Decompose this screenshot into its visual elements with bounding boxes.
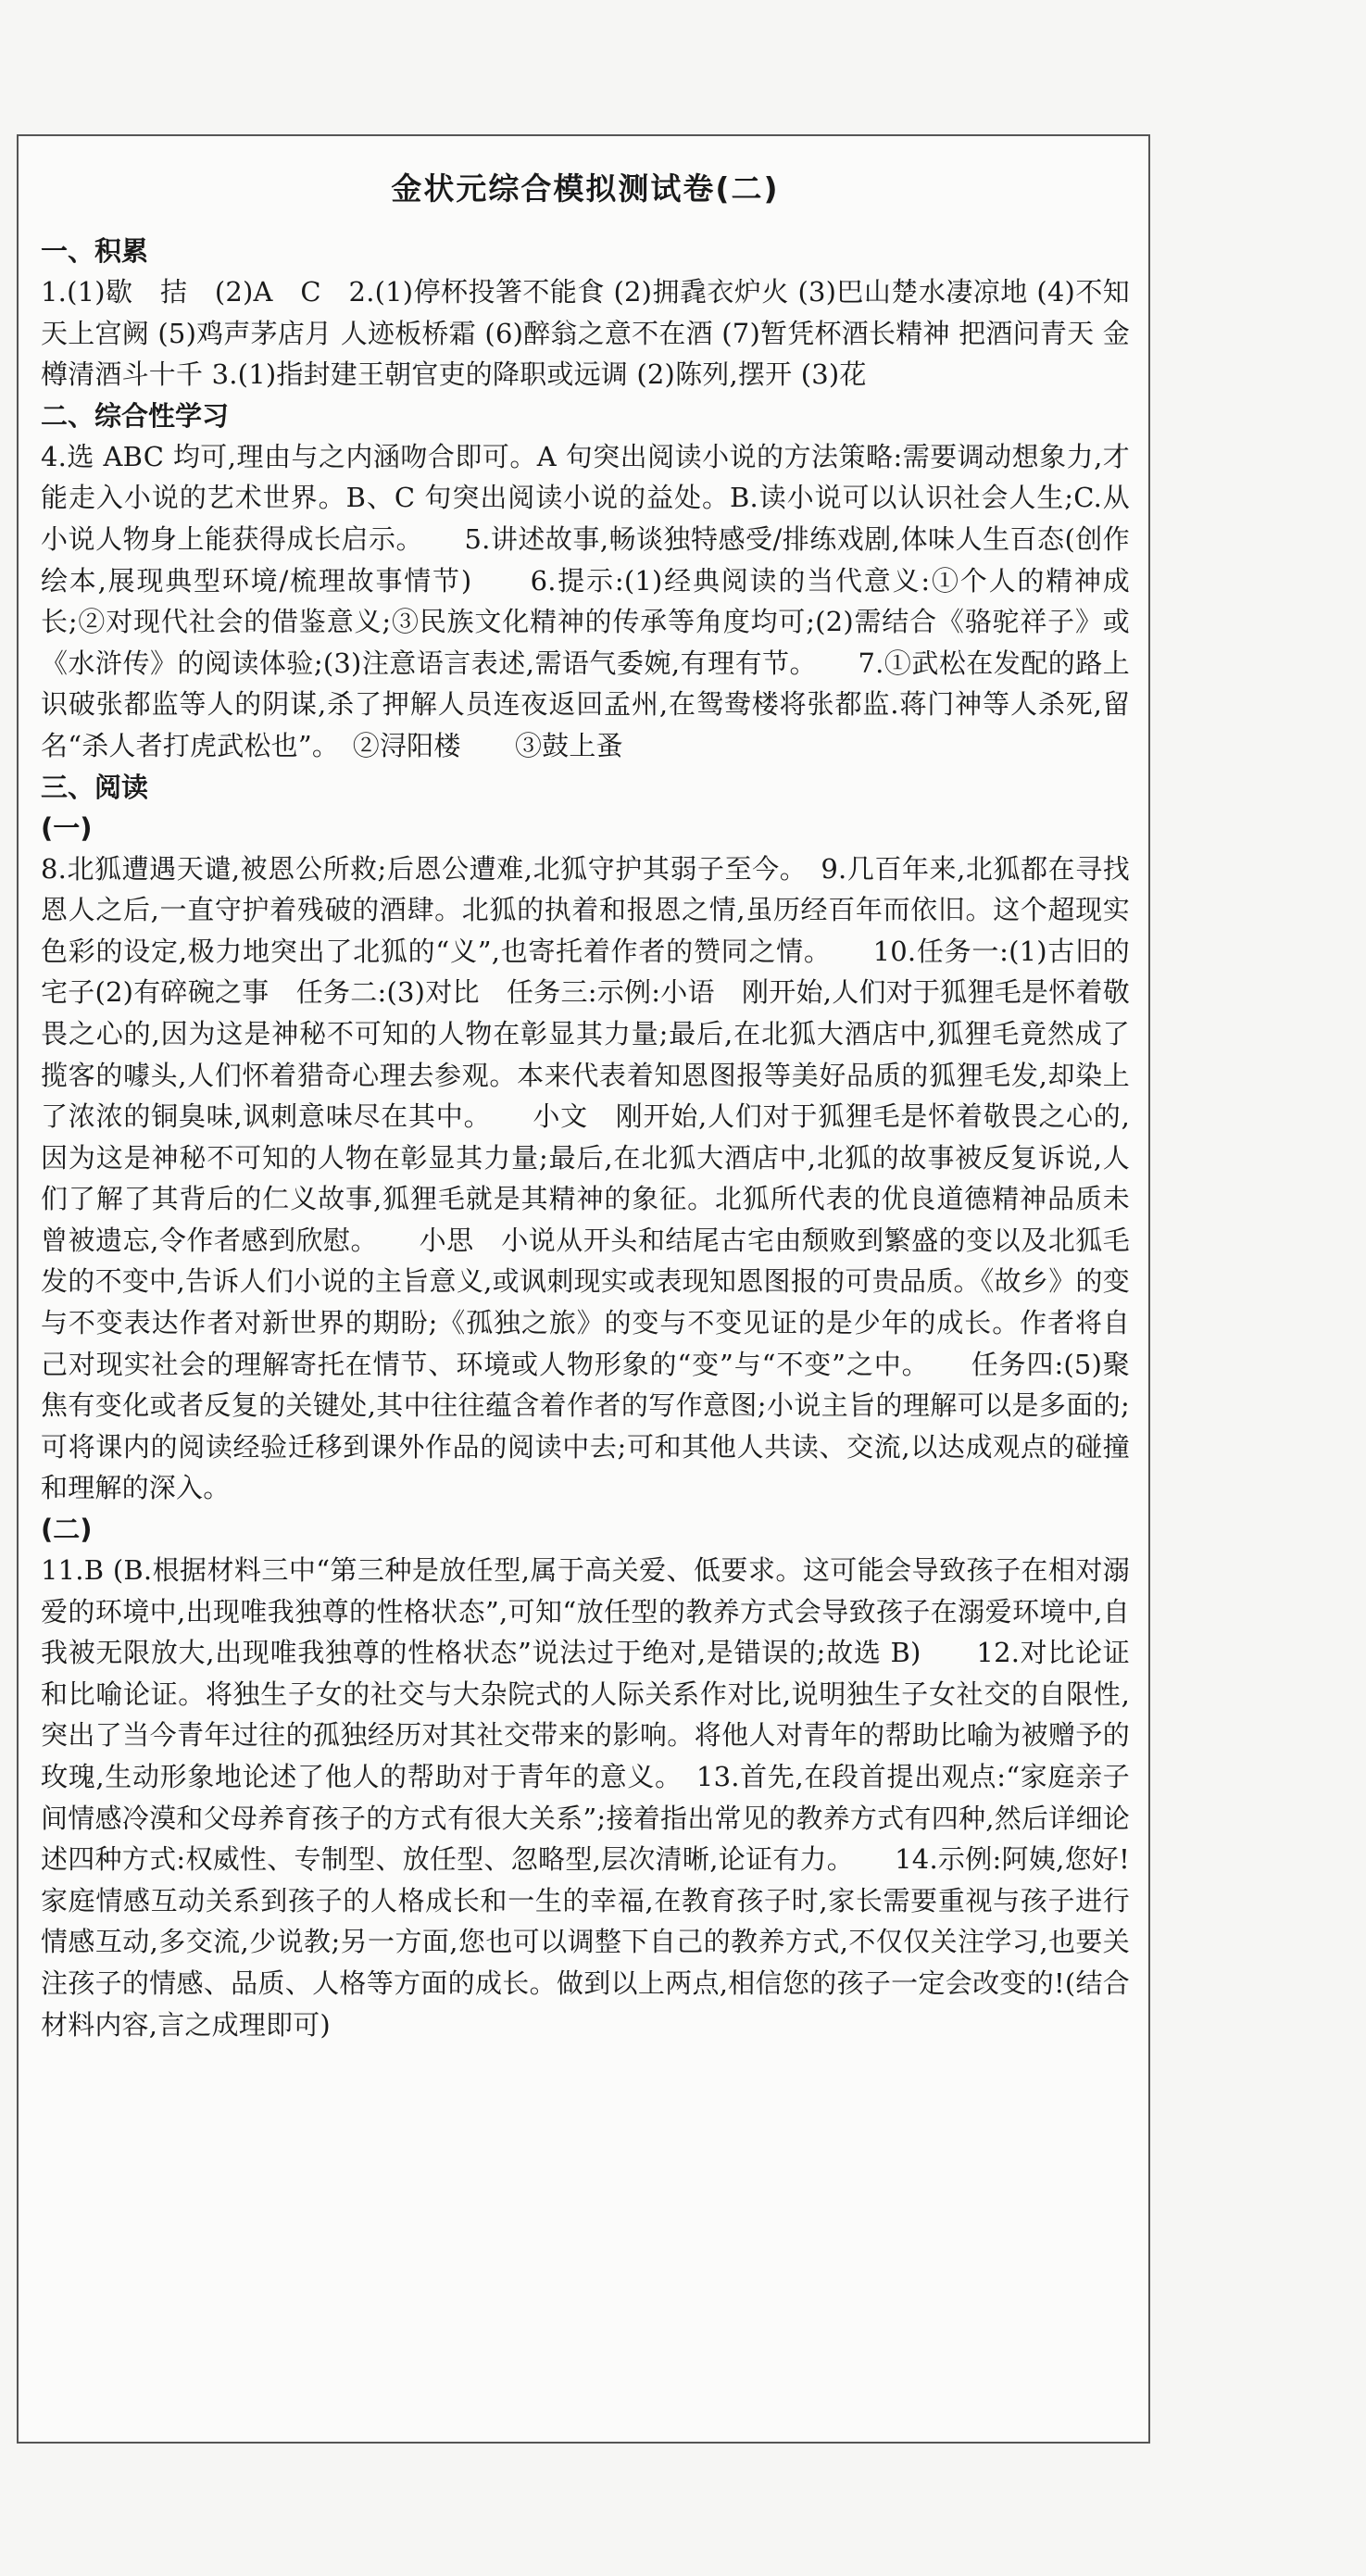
subsection-heading-reading-1: (一) [41,811,93,844]
section-heading-reading: 三、阅读 [41,771,149,803]
binding-margin [0,130,17,889]
section-heading-comprehensive-study: 二、综合性学习 [41,399,230,432]
section-heading-accumulation: 一、积累 [41,235,149,267]
answer-paragraph-reading-2: 11.B (B.根据材料三中“第三种是放任型,属于高关爱、低要求。这可能会导致孩子在相对溺爱的环境中,出现唯我独尊的性格状态”,可知“放任型的教养方式会导致孩子在溺爱环境中,自我被无限放大,出现唯我独尊的性格状态”说法过于绝对,是错误的;故选 B) 12.对比论证和比喻论证。将独生子女的社交与大杂院式的人际关系作对比,说明独生子女社交的自限性,突出了当今青年过往的孤独经历对其社交带来的影响。将他人对青年的帮助比喻为被赠予的玫瑰,生动形象地论述了他人的帮助对于青年的意义。 13.首先,在段首提出观点:“家庭亲子间情感冷漠和父母养育孩子的方式有很大关系”;接着指出常见的教养方式有四种,然后详细论述四种方式:权威性、专制型、放任型、忽略型,层次清晰,论证有力。 14.示例:阿姨,您好!家庭情感互动关系到孩子的人格成长和一生的幸福,在教育孩子时,家长需要重视与孩子进行情感互动,多交流,少说教;另一方面,您也可以调整下自己的教养方式,不仅仅关注学习,也要关注孩子的情感、品质、人格等方面的成长。做到以上两点,相信您的孩子一定会改变的!(结合材料内容,言之成理即可) [41,1554,1130,2041]
answer-sheet-frame [17,134,1150,2444]
page-title: 金状元综合模拟测试卷(二) [391,170,780,207]
answer-paragraph-comprehensive-study: 4.选 ABC 均可,理由与之内涵吻合即可。A 句突出阅读小说的方法策略:需要调动想象力,才能走入小说的艺术世界。B、C 句突出阅读小说的益处。B.读小说可以认识社会人生;C.从小说人物身上能获得成长启示。 5.讲述故事,畅谈独特感受/排练戏剧,体味人生百态(创作绘本,展现典型环境/梳理故事情节) 6.提示:(1)经典阅读的当代意义:①个人的精神成长;②对现代社会的借鉴意义;③民族文化精神的传承等角度均可;(2)需结合《骆驼祥子》或《水浒传》的阅读体验;(3)注意语言表述,需语气委婉,有理有节。 7.①武松在发配的路上识破张都监等人的阴谋,杀了押解人员连夜返回孟州,在鸳鸯楼将张都监.蒋门神等人杀死,留名“杀人者打虎武松也”。 ②浔阳楼 ③鼓上蚤 [41,440,1130,761]
subsection-heading-reading-2: (二) [41,1514,93,1546]
answer-paragraph-accumulation: 1.(1)歇 拮 (2)A C 2.(1)停杯投箸不能食 (2)拥毳衣炉火 (3)巴山楚水凄凉地 (4)不知天上宫阙 (5)鸡声茅店月 人迹板桥霜 (6)醉翁之意不在酒 (7)暂凭杯酒长精神 把酒问青天 金樽清酒斗十千 3.(1)指封建王朝官吏的降职或远调 (2)陈列,摆开 (3)花 [41,276,1130,391]
answer-sheet-content [41,168,1130,2045]
answer-paragraph-reading-1: 8.北狐遭遇天谴,被恩公所救;后恩公遭难,北狐守护其弱子至今。 9.几百年来,北狐都在寻找恩人之后,一直守护着残破的酒肆。北狐的执着和报恩之情,虽历经百年而依旧。这个超现实色彩的设定,极力地突出了北狐的“义”,也寄托着作者的赞同之情。 10.任务一:(1)古旧的宅子(2)有碎碗之事 任务二:(3)对比 任务三:示例:小语 刚开始,人们对于狐狸毛是怀着敬畏之心的,因为这是神秘不可知的人物在彰显其力量;最后,在北狐大酒店中,狐狸毛竟然成了揽客的噱头,人们怀着猎奇心理去参观。本来代表着知恩图报等美好品质的狐狸毛发,却染上了浓浓的铜臭味,讽刺意味尽在其中。 小文 刚开始,人们对于狐狸毛是怀着敬畏之心的,因为这是神秘不可知的人物在彰显其力量;最后,在北狐大酒店中,北狐的故事被反复诉说,人们了解了其背后的仁义故事,狐狸毛就是其精神的象征。北狐所代表的优良道德精神品质未曾被遗忘,令作者感到欣慰。 小思 小说从开头和结尾古宅由颓败到繁盛的变以及北狐毛发的不变中,告诉人们小说的主旨意义,或讽刺现实或表现知恩图报的可贵品质。《故乡》的变与不变表达作者对新世界的期盼;《孤独之旅》的变与不变见证的是少年的成长。作者将自己对现实社会的理解寄托在情节、环境或人物形象的“变”与“不变”之中。 任务四:(5)聚焦有变化或者反复的关键处,其中往往蕴含着作者的写作意图;小说主旨的理解可以是多面的;可将课内的阅读经验迁移到课外作品的阅读中去;可和其他人共读、交流,以达成观点的碰撞和理解的深入。 [41,852,1130,1504]
